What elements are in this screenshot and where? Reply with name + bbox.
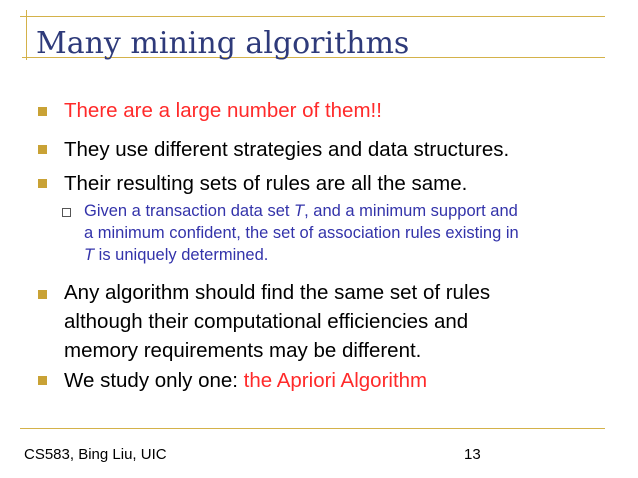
slide-title: Many mining algorithms (36, 26, 410, 61)
bullet-3: Their resulting sets of rules are all the same. (64, 172, 468, 195)
bullet-4-line-1: Any algorithm should find the same set of rules (64, 281, 491, 304)
bullet-2: They use different strategies and data structures. (64, 138, 510, 161)
sub-bullet-line-1: Given a transaction data set T, and a minimum support and (84, 202, 518, 220)
sub-bullet-line-2: a minimum confident, the set of association rules existing in (84, 224, 519, 242)
left-rule (26, 10, 27, 60)
bullet-square-icon (38, 107, 47, 116)
sub-bullet-square-icon (62, 208, 71, 217)
bullet-1: There are a large number of them!! (64, 99, 382, 122)
bullet-5: We study only one: the Apriori Algorithm (64, 369, 428, 392)
top-rule (20, 16, 605, 17)
bullet-4-line-3: memory requirements may be different. (64, 339, 422, 362)
footer-rule (20, 428, 605, 429)
bullet-square-icon (38, 179, 47, 188)
bullet-square-icon (38, 290, 47, 299)
bullet-4-line-2: although their computational efficiencies and (64, 310, 469, 333)
page-number: 13 (464, 446, 481, 463)
footer-course: CS583, Bing Liu, UIC (24, 446, 167, 463)
bullet-square-icon (38, 376, 47, 385)
sub-bullet-line-3: T is uniquely determined. (84, 246, 269, 264)
bullet-square-icon (38, 145, 47, 154)
